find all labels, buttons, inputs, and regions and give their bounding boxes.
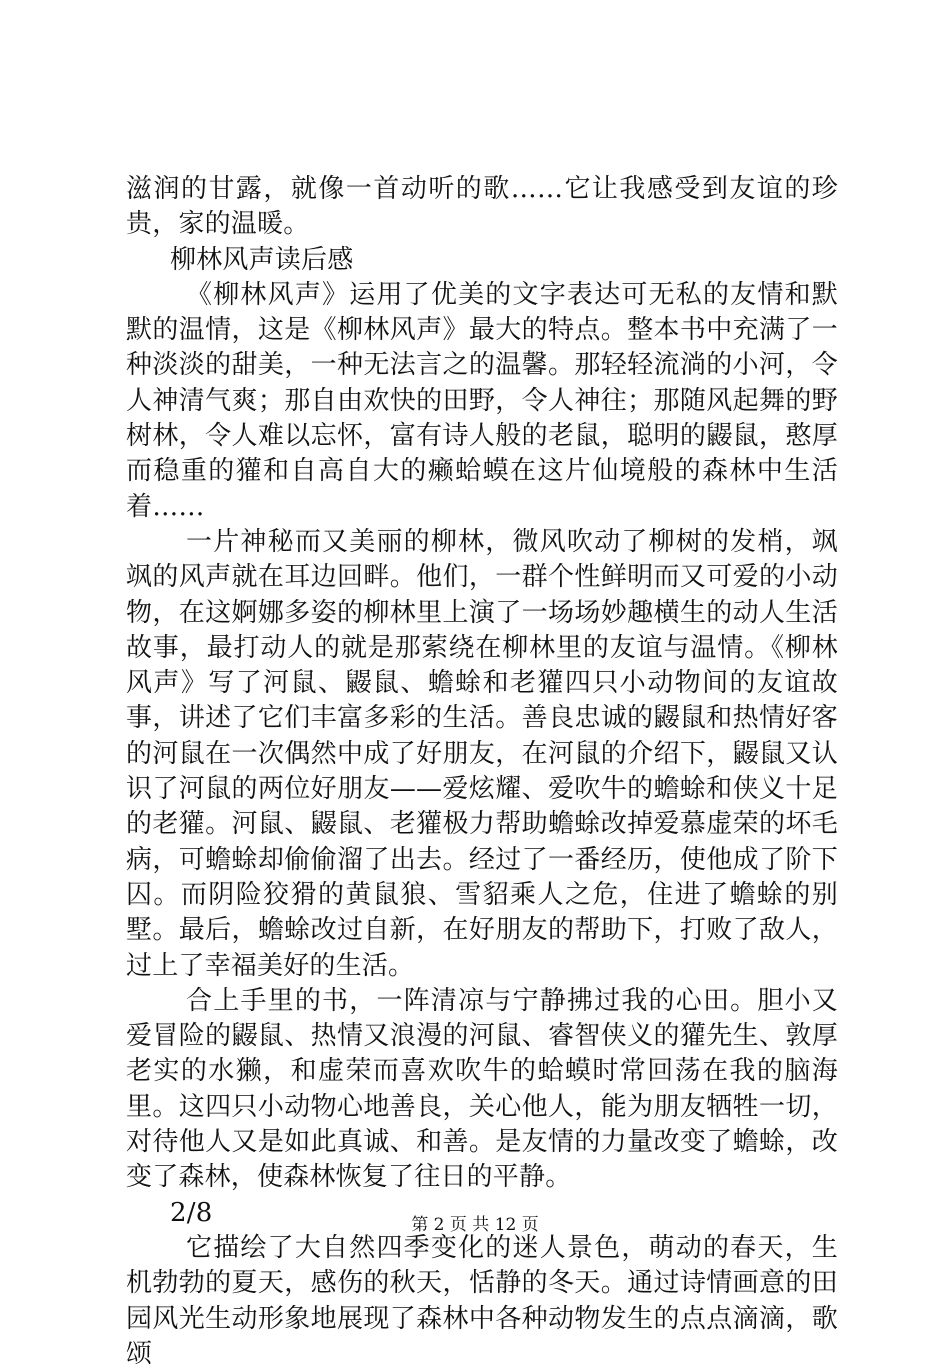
paragraph: 《柳林风声》运用了优美的文字表达可无私的友情和默默的温情，这是《柳林风声》最大的特点。整本书中充满了一种淡淡的甜美，一种无法言之的温馨。那轻轻流淌的小河，令人神清气爽；那自由欢快的田野，令人神往；那随风起舞的野树林，令人难以忘怀，富有诗人般的老鼠，聪明的鼹鼠，憨厚而稳重的獾和自高自大的癞蛤蟆在这片仙境般的森林中生活着…… <box>126 279 838 522</box>
document-body <box>126 172 838 1372</box>
paragraph: 一片神秘而又美丽的柳林，微风吹动了柳树的发梢，飒飒的风声就在耳边回畔。他们，一群个性鲜明而又可爱的小动物，在这婀娜多姿的柳林里上演了一场场妙趣横生的动人生活故事，最打动人的就是那萦绕在柳林里的友谊与温情。《柳林风声》写了河鼠、鼹鼠、蟾蜍和老獾四只小动物间的友谊故事，讲述了它们丰富多彩的生活。善良忠诚的鼹鼠和热情好客的河鼠在一次偶然中成了好朋友，在河鼠的介绍下，鼹鼠又认识了河鼠的两位好朋友——爱炫耀、爱吹牛的蟾蜍和侠义十足的老獾。河鼠、鼹鼠、老獾极力帮助蟾蜍改掉爱慕虚荣的坏毛病，可蟾蜍却偷偷溜了出去。经过了一番经历，使他成了阶下囚。而阴险狡猾的黄鼠狼、雪貂乘人之危，住进了蟾蜍的别墅。最后，蟾蜍改过自新，在好朋友的帮助下，打败了敌人，过上了幸福美好的生活。 <box>126 526 838 981</box>
paragraph: 合上手里的书，一阵清凉与宁静拂过我的心田。胆小又爱冒险的鼹鼠、热情又浪漫的河鼠、睿智侠义的獾先生、敦厚老实的水獭，和虚荣而喜欢吹牛的蛤蟆时常回荡在我的脑海里。这四只小动物心地善良，关心他人，能为朋友牺牲一切，对待他人又是如此真诚、和善。是友情的力量改变了蟾蜍，改变了森林，使森林恢复了往日的平静。 <box>126 985 838 1193</box>
inline-page-marker: 2/8 <box>170 1197 213 1228</box>
section-title: 柳林风声读后感 <box>170 244 354 275</box>
page-footer: 第 2 页 共 12 页 <box>411 1215 539 1235</box>
paragraph-continuation: 滋润的甘露，就像一首动听的歌……它让我感受到友谊的珍贵，家的温暖。 <box>126 174 838 240</box>
paragraph: 它描绘了大自然四季变化的迷人景色，萌动的春天，生机勃勃的夏天，感伤的秋天，恬静的冬天。通过诗情画意的田园风光生动形象地展现了森林中各种动物发生的点点滴滴，歌颂 <box>126 1232 838 1369</box>
